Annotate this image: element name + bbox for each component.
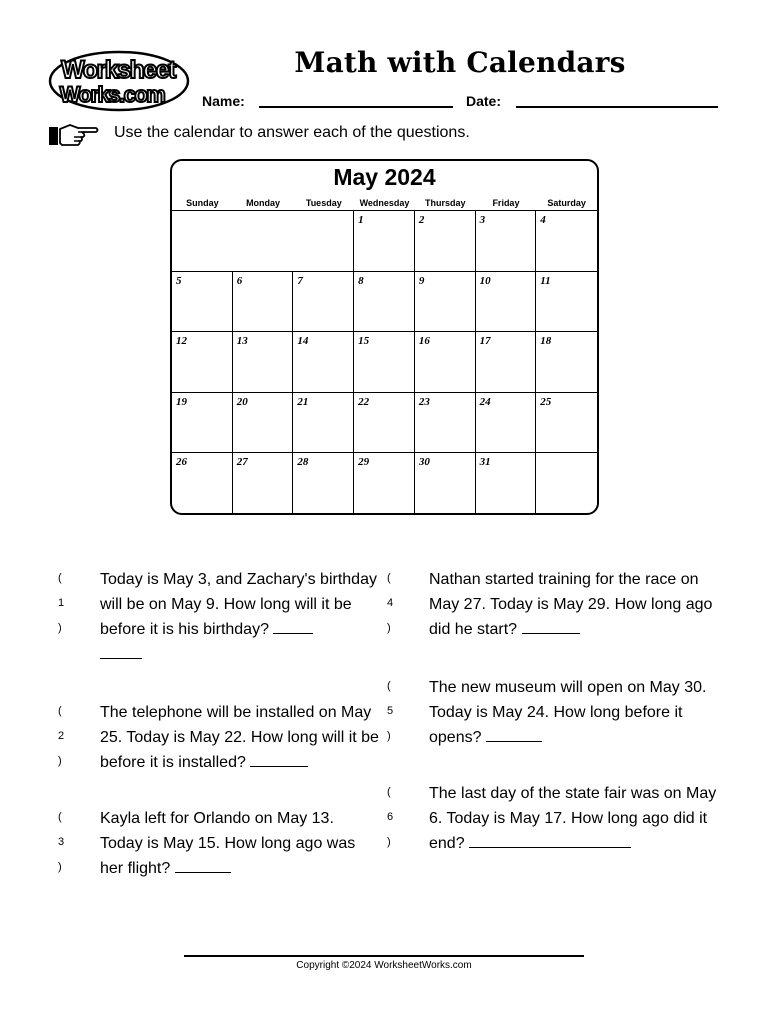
- calendar-day-number: 14: [297, 335, 309, 348]
- calendar-day-number: 26: [176, 456, 187, 469]
- calendar-empty-cell: [293, 211, 354, 272]
- calendar-day-number: 9: [418, 274, 425, 287]
- calendar-day-number: 20: [236, 395, 248, 408]
- question-text-content: The telephone will be installed on May 25. Today is May 22. How long will it be before it is installed?: [100, 704, 379, 771]
- weekday-saturday: Saturday: [547, 198, 586, 208]
- calendar-day-number: 21: [297, 395, 309, 408]
- calendar-day-number: 7: [297, 274, 303, 287]
- copyright-text: Copyright ©2024 WorksheetWorks.com: [296, 960, 472, 971]
- weekday-wednesday: Wednesday: [359, 198, 410, 208]
- calendar-day-cell: [354, 453, 415, 514]
- logo-line2: Works.com: [59, 82, 165, 107]
- page-title: Math with Calendars: [294, 46, 626, 79]
- calendar-day-number: 5: [176, 274, 182, 287]
- answer-blank[interactable]: [486, 727, 542, 742]
- calendar-day-cell: [172, 453, 233, 514]
- calendar-day-number: 28: [297, 456, 309, 469]
- question-number: ( 5 ): [387, 680, 396, 742]
- question-text-content: Today is May 3, and Zachary's birthday will be on May 9. How long will it be before it is his birthday?: [100, 571, 377, 638]
- calendar-day-cell: [293, 393, 354, 454]
- calendar-day-cell: [415, 453, 476, 514]
- calendar-day-cell: [476, 272, 537, 333]
- question-number: ( 1 ): [58, 572, 67, 634]
- calendar-day-number: 17: [479, 335, 491, 348]
- calendar-day-cell: [293, 332, 354, 393]
- calendar-day-number: 4: [540, 214, 546, 226]
- question-text-content: The last day of the state fair was on May 6. Today is May 17. How long ago did it end?: [429, 785, 717, 852]
- calendar-empty-cell: [172, 211, 233, 272]
- answer-blank[interactable]: [469, 833, 631, 848]
- calendar-day-number: 25: [540, 395, 552, 408]
- calendar-day-number: 10: [479, 274, 491, 287]
- instruction-text: Use the calendar to answer each of the questions.: [114, 124, 470, 141]
- calendar-day-cell: [354, 332, 415, 393]
- calendar-day-number: 24: [479, 395, 491, 408]
- answer-blank[interactable]: [175, 858, 231, 873]
- calendar-day-number: 18: [540, 335, 552, 348]
- calendar-day-number: 23: [418, 395, 430, 408]
- calendar-day-cell: [172, 272, 233, 333]
- calendar-day-cell: [233, 453, 294, 514]
- question-text: [100, 700, 390, 775]
- calendar-day-cell: [415, 393, 476, 454]
- calendar-day-number: 12: [176, 335, 187, 348]
- weekday-thursday: Thursday: [424, 198, 466, 208]
- calendar-day-cell: [536, 393, 597, 454]
- calendar-day-cell: [476, 393, 537, 454]
- calendar-day-cell: [354, 211, 415, 272]
- calendar-day-cell: [293, 272, 354, 333]
- calendar-day-number: 27: [236, 456, 248, 469]
- calendar-day-cell: [354, 393, 415, 454]
- calendar-day-number: 13: [236, 335, 248, 348]
- calendar-day-number: 8: [358, 274, 364, 287]
- weekday-header-row: [172, 198, 597, 210]
- calendar-grid: [172, 210, 597, 514]
- calendar-day-cell: [476, 211, 537, 272]
- question-text-content: Kayla left for Orlando on May 13. Today is May 15. How long ago was her flight?: [100, 810, 356, 877]
- calendar-day-number: 29: [358, 456, 370, 469]
- calendar-day-cell: [293, 453, 354, 514]
- calendar-day-number: 3: [479, 214, 486, 226]
- question-text-content: The new museum will open on May 30. Today is May 24. How long before it opens?: [429, 679, 707, 746]
- calendar-day-number: 15: [358, 335, 370, 348]
- calendar-day-cell: [233, 332, 294, 393]
- weekday-friday: Friday: [492, 198, 520, 208]
- question-number: ( 4 ): [387, 572, 396, 634]
- calendar-title: May 2024: [333, 164, 436, 190]
- calendar-day-number: 31: [479, 456, 491, 469]
- question-text: [100, 806, 380, 881]
- logo-line1: Worksheet: [61, 56, 175, 84]
- pointing-hand-icon: [48, 122, 100, 148]
- calendar-day-number: 6: [236, 274, 243, 287]
- calendar-day-cell: [172, 332, 233, 393]
- calendar-day-cell: [233, 272, 294, 333]
- weekday-tuesday: Tuesday: [305, 198, 342, 208]
- answer-blank[interactable]: [100, 644, 142, 659]
- calendar-day-cell: [233, 393, 294, 454]
- calendar: [170, 159, 599, 515]
- name-field[interactable]: [259, 106, 453, 108]
- calendar-day-cell: [536, 211, 597, 272]
- calendar-empty-cell: [233, 211, 294, 272]
- question-number: ( 3 ): [58, 811, 67, 873]
- question-text-content: Nathan started training for the race on May 27. Today is May 29. How long ago did he start?: [429, 571, 713, 638]
- calendar-day-cell: [415, 211, 476, 272]
- calendar-day-number: 11: [540, 274, 551, 287]
- question-number: ( 2 ): [58, 705, 67, 767]
- question-text: [100, 567, 390, 667]
- calendar-day-cell: [536, 272, 597, 333]
- weekday-sunday: Sunday: [186, 198, 219, 208]
- calendar-day-cell: [415, 272, 476, 333]
- calendar-day-cell: [172, 393, 233, 454]
- question-text: [429, 567, 719, 642]
- calendar-day-number: 22: [358, 395, 370, 408]
- question-text: [429, 675, 719, 750]
- calendar-day-cell: [415, 332, 476, 393]
- question-text: [429, 781, 719, 856]
- answer-blank[interactable]: [250, 752, 308, 767]
- calendar-day-number: 30: [418, 456, 430, 469]
- weekday-monday: Monday: [246, 198, 281, 208]
- calendar-day-cell: [354, 272, 415, 333]
- footer-divider: [184, 955, 584, 957]
- worksheetworks-logo: [48, 50, 190, 112]
- calendar-day-number: 19: [176, 395, 187, 408]
- calendar-day-cell: [476, 332, 537, 393]
- calendar-day-number: 16: [418, 335, 430, 348]
- date-label: Date:: [466, 93, 502, 109]
- calendar-day-number: 2: [418, 214, 425, 226]
- name-label: Name:: [202, 93, 245, 109]
- calendar-empty-cell: [536, 453, 597, 514]
- calendar-day-cell: [536, 332, 597, 393]
- calendar-day-cell: [476, 453, 537, 514]
- answer-blank[interactable]: [522, 619, 580, 634]
- calendar-day-number: 1: [358, 214, 364, 226]
- question-number: ( 6 ): [387, 786, 396, 848]
- answer-blank[interactable]: [273, 619, 313, 634]
- date-field[interactable]: [516, 106, 718, 108]
